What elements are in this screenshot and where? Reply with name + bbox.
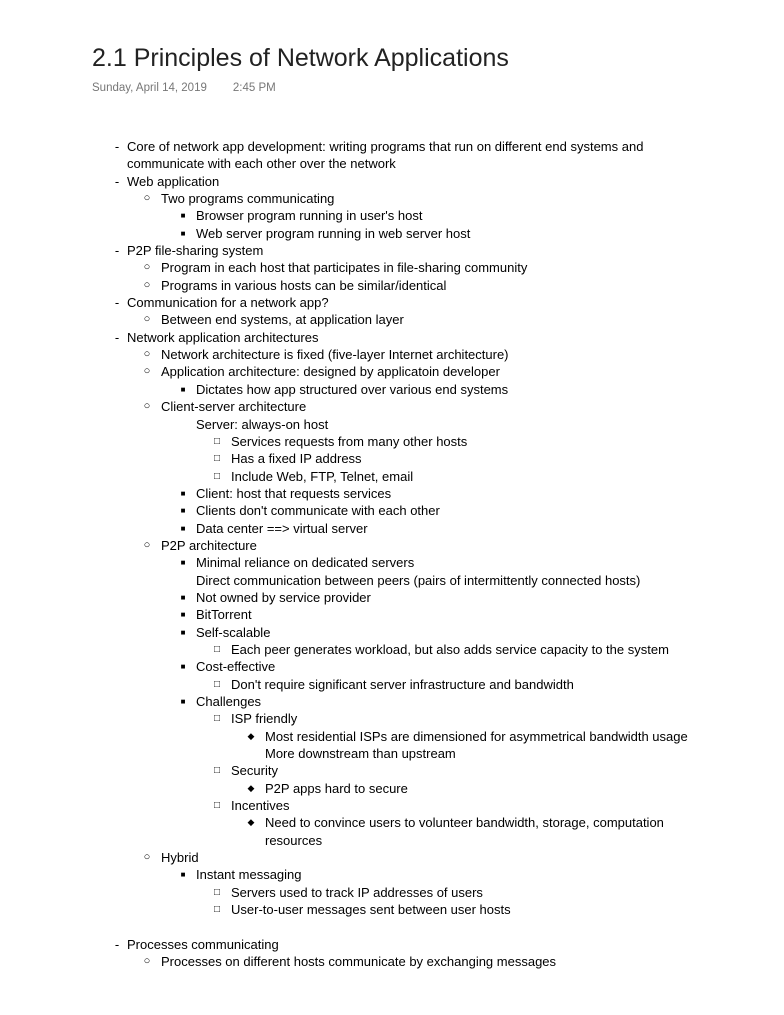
hollow-square-bullet-icon: □ <box>213 713 221 725</box>
outline-item-text: Processes on different hosts communicate by exchanging messages <box>161 954 557 970</box>
outline-item-level-1 <box>0 138 784 155</box>
square-bullet-icon: ■ <box>180 506 186 516</box>
outline-item-text: BitTorrent <box>196 607 252 623</box>
outline-item-level-2 <box>0 537 784 554</box>
square-bullet-icon: ■ <box>180 592 186 602</box>
hollow-square-bullet-icon: □ <box>213 886 221 898</box>
dash-bullet-icon: - <box>114 295 120 311</box>
dash-bullet-icon: - <box>114 329 120 345</box>
hollow-square-bullet-icon: □ <box>213 453 221 465</box>
square-bullet-icon: ■ <box>180 384 186 394</box>
circle-bullet-icon: ○ <box>143 313 151 326</box>
outline-item-text: Clients don't communicate with each other <box>196 503 440 519</box>
note-outline <box>0 138 784 971</box>
outline-item-level-5 <box>0 832 784 849</box>
outline-item-text: Each peer generates workload, but also adds service capacity to the system <box>231 641 669 657</box>
outline-item-level-2 <box>0 363 784 380</box>
outline-item-text: Dictates how app structured over various end systems <box>196 381 509 397</box>
outline-item-level-3 <box>0 485 784 502</box>
outline-item-text: Not owned by service provider <box>196 589 371 605</box>
outline-item-text: Between end systems, at application layer <box>161 312 404 328</box>
outline-item-text: Client-server architecture <box>161 399 307 415</box>
hollow-square-bullet-icon: □ <box>213 470 221 482</box>
page-title: 2.1 Principles of Network Applications <box>92 44 509 72</box>
square-bullet-icon: ■ <box>180 488 186 498</box>
square-bullet-icon: ■ <box>180 228 186 238</box>
outline-item-level-3 <box>0 658 784 675</box>
circle-bullet-icon: ○ <box>143 278 151 291</box>
note-timestamp <box>92 82 276 94</box>
square-bullet-icon: ■ <box>180 523 186 533</box>
dash-bullet-icon: - <box>114 243 120 259</box>
outline-item-level-3 <box>0 606 784 623</box>
outline-item-text: Server: always-on host <box>196 416 329 432</box>
outline-item-text: Browser program running in user's host <box>196 208 423 224</box>
outline-item-level-1 <box>0 329 784 346</box>
outline-item-level-4 <box>0 762 784 779</box>
outline-item-level-3 <box>0 693 784 710</box>
circle-bullet-icon: ○ <box>143 261 151 274</box>
dash-bullet-icon: - <box>114 139 120 154</box>
outline-item-level-1 <box>0 242 784 259</box>
hollow-square-bullet-icon: □ <box>213 765 221 777</box>
outline-item-text: Direct communication between peers (pairs of intermittently connected hosts) <box>196 572 641 588</box>
outline-item-level-2 <box>0 311 784 328</box>
hollow-square-bullet-icon: □ <box>213 800 221 812</box>
diamond-bullet-icon: ◆ <box>247 730 255 741</box>
dash-bullet-icon: - <box>114 936 120 952</box>
outline-item-level-1 <box>0 936 784 953</box>
circle-bullet-icon: ○ <box>143 400 151 413</box>
outline-item-text: Client: host that requests services <box>196 485 392 501</box>
diamond-bullet-icon: ◆ <box>247 817 255 828</box>
outline-item-text: Hybrid <box>161 850 199 866</box>
outline-item-text: More downstream than upstream <box>265 746 456 762</box>
outline-item-text: Programs in various hosts can be similar/identical <box>161 277 447 293</box>
outline-item-level-2 <box>0 849 784 866</box>
outline-item-level-4 <box>0 641 784 658</box>
outline-item-text: Most residential ISPs are dimensioned for asymmetrical bandwidth usage <box>265 728 688 744</box>
circle-bullet-icon: ○ <box>143 192 151 205</box>
dash-bullet-icon: - <box>114 173 120 189</box>
outline-item-text: Need to convince users to volunteer bandwidth, storage, computation <box>265 815 664 831</box>
outline-item-text: Program in each host that participates in file-sharing community <box>161 260 528 276</box>
square-bullet-icon: ■ <box>180 662 186 672</box>
outline-item-level-2 <box>0 953 784 970</box>
outline-item-text: Web application <box>127 173 220 189</box>
outline-item-text: Core of network app development: writing programs that run on different end systems and <box>127 139 644 154</box>
outline-item-text: Self-scalable <box>196 624 271 640</box>
outline-item-level-4 <box>0 676 784 693</box>
outline-item-text: resources <box>265 832 323 848</box>
outline-item-level-3 <box>0 416 784 433</box>
outline-item-text: ISP friendly <box>231 711 298 727</box>
hollow-square-bullet-icon: □ <box>213 904 221 916</box>
square-bullet-icon: ■ <box>180 558 186 568</box>
outline-item-level-4 <box>0 433 784 450</box>
square-bullet-icon: ■ <box>180 610 186 620</box>
outline-item-level-3 <box>0 589 784 606</box>
outline-item-text: Incentives <box>231 798 290 814</box>
outline-item-level-3 <box>0 225 784 242</box>
circle-bullet-icon: ○ <box>143 365 151 378</box>
outline-item-level-3 <box>0 866 784 883</box>
outline-item-level-2 <box>0 277 784 294</box>
hollow-square-bullet-icon: □ <box>213 435 221 447</box>
outline-item-level-1 <box>0 173 784 190</box>
outline-item-text: Security <box>231 763 278 779</box>
circle-bullet-icon: ○ <box>143 538 151 551</box>
circle-bullet-icon: ○ <box>143 955 151 968</box>
outline-item-level-4 <box>0 450 784 467</box>
outline-item-text: Minimal reliance on dedicated servers <box>196 555 415 571</box>
outline-item-text: Has a fixed IP address <box>231 451 362 467</box>
outline-item-level-3 <box>0 381 784 398</box>
square-bullet-icon: ■ <box>180 211 186 221</box>
outline-item-level-4 <box>0 710 784 727</box>
outline-item-text: Challenges <box>196 694 262 709</box>
hollow-square-bullet-icon: □ <box>213 678 221 690</box>
outline-item-level-3 <box>0 554 784 571</box>
outline-item-text: Servers used to track IP addresses of users <box>231 884 483 900</box>
outline-item-text: P2P file-sharing system <box>127 243 264 259</box>
outline-item-level-4 <box>0 901 784 918</box>
outline-item-level-4 <box>0 468 784 485</box>
outline-item-text: Application architecture: designed by applicatoin developer <box>161 364 500 380</box>
outline-item-text: Two programs communicating <box>161 191 335 207</box>
outline-item-text: Instant messaging <box>196 867 302 883</box>
outline-item-level-5 <box>0 728 784 745</box>
outline-item-text: Communication for a network app? <box>127 295 329 311</box>
note-time: 2:45 PM <box>232 82 276 94</box>
outline-item-text: P2P architecture <box>161 537 257 553</box>
outline-item-level-5 <box>0 814 784 831</box>
outline-item-level-2 <box>0 398 784 415</box>
circle-bullet-icon: ○ <box>143 851 151 864</box>
outline-item-level-1 <box>0 294 784 311</box>
outline-item-text: Services requests from many other hosts <box>231 433 468 449</box>
outline-item-level-3 <box>0 207 784 224</box>
square-bullet-icon: ■ <box>180 697 186 706</box>
outline-item-level-2 <box>0 346 784 363</box>
outline-item-level-1 <box>0 155 784 172</box>
outline-item-text: User-to-user messages sent between user hosts <box>231 902 511 918</box>
outline-item-level-3 <box>0 572 784 589</box>
outline-item-text: Web server program running in web server host <box>196 225 471 241</box>
outline-item-text: P2P apps hard to secure <box>265 780 408 796</box>
outline-item-text: Cost-effective <box>196 659 276 675</box>
outline-item-level-4 <box>0 884 784 901</box>
outline-item-level-3 <box>0 502 784 519</box>
diamond-bullet-icon: ◆ <box>247 782 255 793</box>
outline-item-text: communicate with each other over the network <box>127 156 396 172</box>
outline-item-text: Don't require significant server infrastructure and bandwidth <box>231 676 574 692</box>
outline-item-level-4 <box>0 797 784 814</box>
outline-item-level-5 <box>0 745 784 762</box>
outline-item-level-5 <box>0 780 784 797</box>
outline-item-level-2 <box>0 190 784 207</box>
outline-item-level-3 <box>0 520 784 537</box>
outline-item-text: Include Web, FTP, Telnet, email <box>231 468 414 484</box>
outline-item-text: Processes communicating <box>127 936 279 952</box>
square-bullet-icon: ■ <box>180 870 186 880</box>
square-bullet-icon: ■ <box>180 627 186 637</box>
outline-item-level-2 <box>0 259 784 276</box>
circle-bullet-icon: ○ <box>143 348 151 361</box>
hollow-square-bullet-icon: □ <box>213 643 221 655</box>
note-date: Sunday, April 14, 2019 <box>92 82 207 94</box>
outline-item-text: Network application architectures <box>127 329 319 345</box>
outline-item-text: Data center ==> virtual server <box>196 520 368 536</box>
outline-item-text: Network architecture is fixed (five-layer Internet architecture) <box>161 347 509 363</box>
outline-item-level-3 <box>0 624 784 641</box>
